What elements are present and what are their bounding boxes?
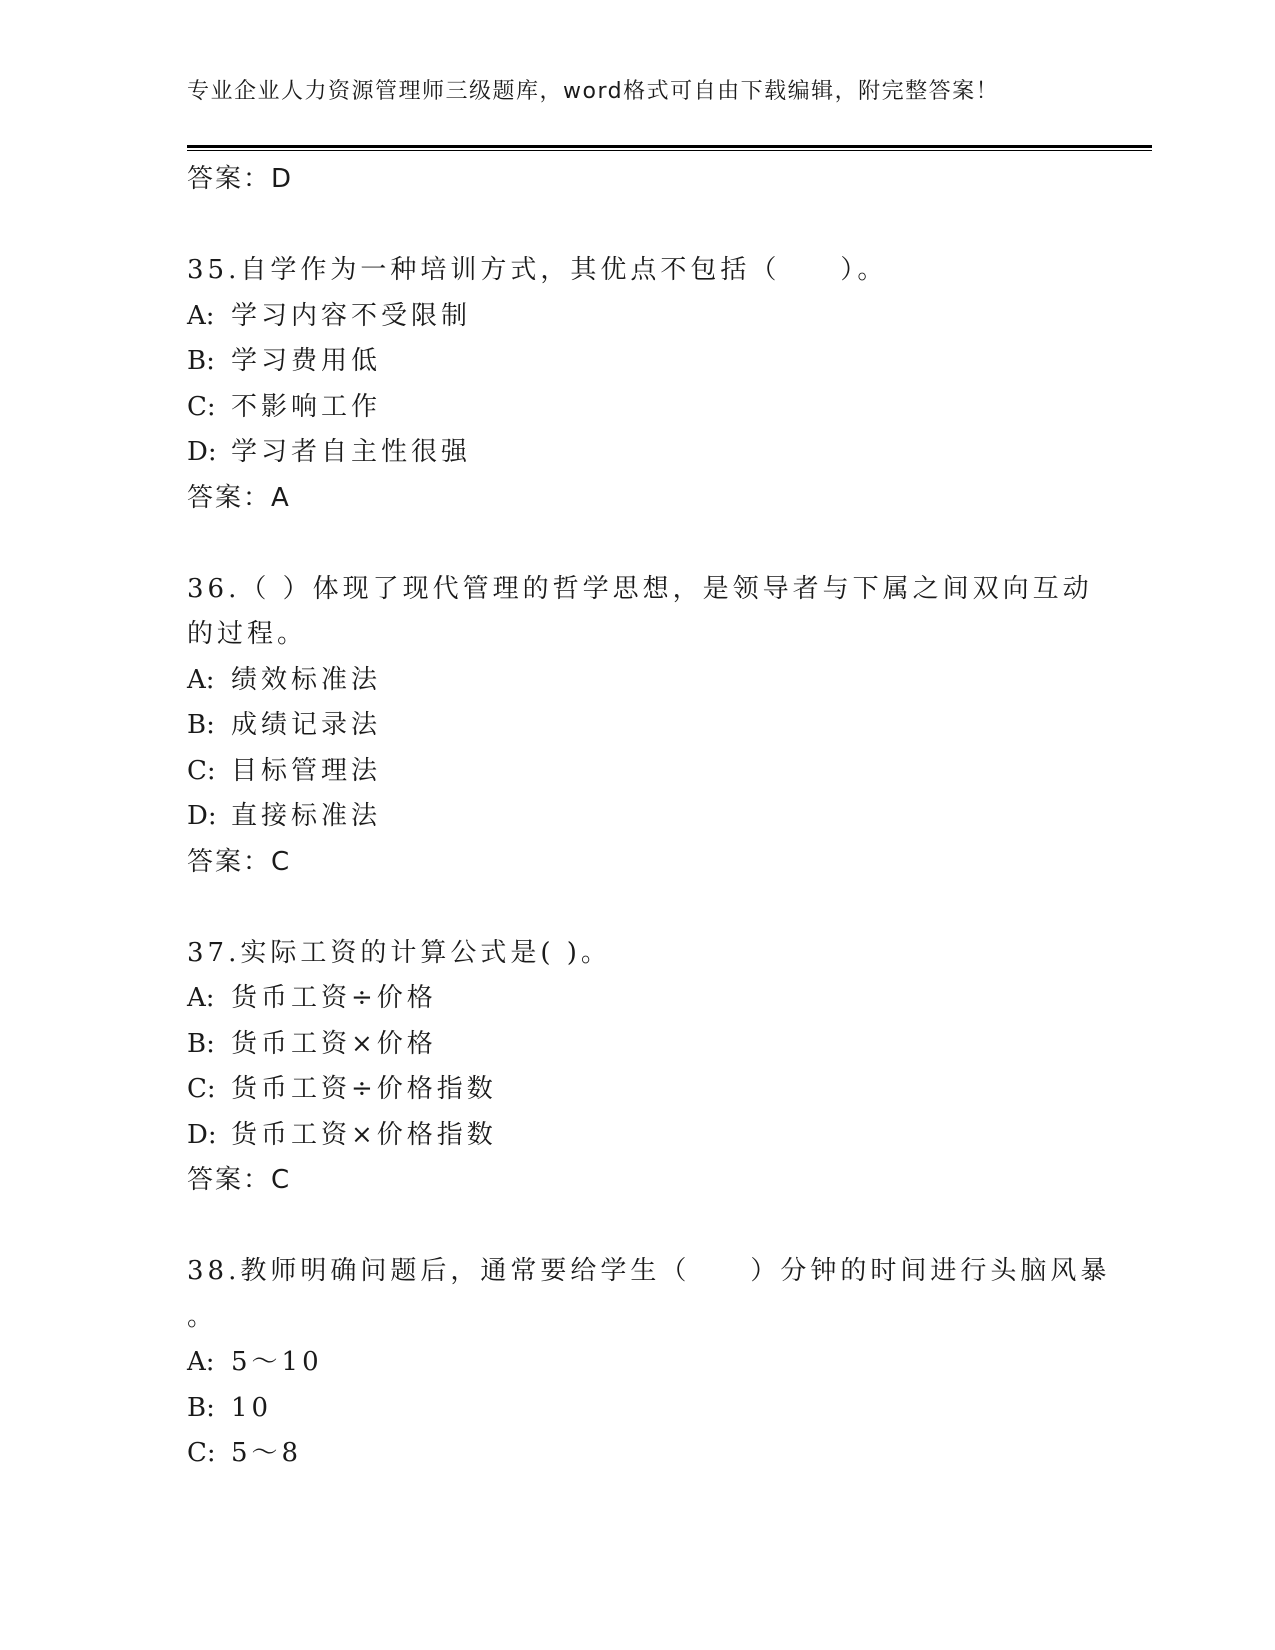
- option-key: A:: [187, 983, 215, 1013]
- option-d: [187, 794, 1087, 840]
- option-text: 学习者自主性很强: [231, 437, 472, 467]
- option-key: D:: [187, 801, 217, 831]
- option-b: [187, 1022, 1087, 1068]
- option-d: [187, 430, 1087, 476]
- option-c: [187, 1067, 1087, 1113]
- question-list: [187, 157, 1111, 1477]
- option-text: 5～8: [231, 1438, 303, 1468]
- question-stem-continued: 。: [187, 1301, 218, 1332]
- header-rule-thick: [187, 145, 1152, 148]
- option-a: [187, 294, 1087, 340]
- option-d: [187, 1113, 1087, 1159]
- option-b: [187, 1386, 1087, 1432]
- option-a: [187, 1340, 1087, 1386]
- option-key: A:: [187, 664, 215, 695]
- option-text: 学习内容不受限制: [231, 300, 472, 331]
- option-key: D:: [187, 437, 217, 467]
- question-37: [187, 931, 1087, 1204]
- answer: 答案：A: [187, 482, 291, 513]
- option-c: [187, 749, 1087, 795]
- option-text: 直接标准法: [231, 801, 382, 831]
- option-text: 货币工资×价格: [231, 1028, 437, 1059]
- option-text: 5～10: [231, 1347, 323, 1377]
- question-stem-continued: 的过程。: [187, 619, 308, 649]
- option-text: 10: [231, 1392, 273, 1423]
- option-text: 目标管理法: [231, 755, 382, 786]
- option-b: [187, 339, 1087, 385]
- question-36: [187, 567, 1093, 886]
- header-rule-thin: [187, 150, 1152, 151]
- option-a: [187, 976, 1087, 1022]
- option-key: A:: [187, 1347, 215, 1377]
- question-38: [187, 1249, 1111, 1477]
- option-c: [187, 385, 1087, 431]
- option-key: C:: [187, 1074, 216, 1104]
- option-text: 货币工资×价格指数: [231, 1119, 497, 1150]
- option-key: A:: [187, 300, 215, 331]
- answer: 答案：C: [187, 846, 292, 877]
- spacer: [187, 203, 1087, 249]
- option-key: D:: [187, 1119, 217, 1150]
- question-35: [187, 248, 1087, 521]
- option-c: [187, 1431, 1087, 1477]
- option-text: 货币工资÷价格: [231, 983, 437, 1013]
- spacer: [187, 1204, 1087, 1250]
- question-stem: 37.实际工资的计算公式是( )。: [187, 937, 611, 968]
- spacer: [187, 885, 1087, 931]
- option-text: 学习费用低: [231, 346, 382, 376]
- option-a: [187, 658, 1087, 704]
- option-key: C:: [187, 755, 216, 786]
- question-stem: 36.（ ）体现了现代管理的哲学思想，是领导者与下属之间双向互动: [187, 573, 1093, 604]
- question-stem: 35.自学作为一种培训方式，其优点不包括（ ）。: [187, 255, 888, 285]
- previous-answer: 答案：D: [187, 164, 294, 194]
- answer: 答案：C: [187, 1165, 292, 1195]
- option-key: B:: [187, 346, 215, 376]
- option-key: B:: [187, 1392, 215, 1423]
- option-text: 绩效标准法: [231, 664, 382, 695]
- option-key: B:: [187, 1028, 215, 1059]
- option-key: B:: [187, 710, 215, 740]
- option-key: C:: [187, 1438, 216, 1468]
- question-stem: 38.教师明确问题后，通常要给学生（ ）分钟的时间进行头脑风暴: [187, 1256, 1111, 1286]
- option-key: C:: [187, 391, 216, 422]
- page-header: 专业企业人力资源管理师三级题库，word格式可自由下载编辑，附完整答案！: [187, 79, 1000, 104]
- option-text: 成绩记录法: [231, 710, 382, 740]
- option-text: 货币工资÷价格指数: [231, 1074, 497, 1104]
- spacer: [187, 521, 1087, 567]
- option-text: 不影响工作: [231, 391, 382, 422]
- option-b: [187, 703, 1087, 749]
